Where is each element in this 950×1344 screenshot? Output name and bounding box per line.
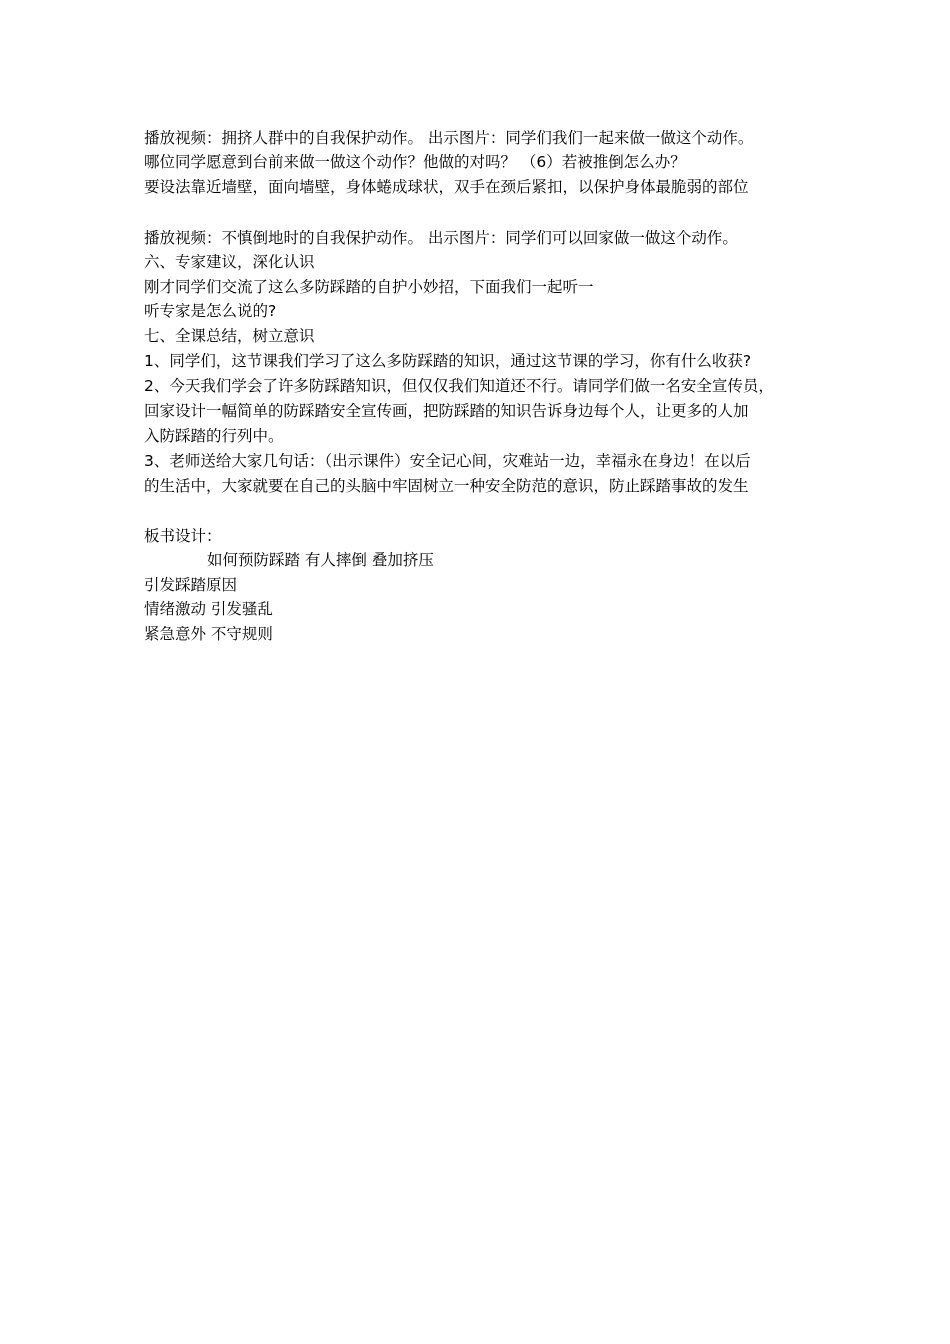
section-heading: 七、全课总结，树立意识 — [144, 327, 315, 345]
paragraph-line: 听专家是怎么说的? — [144, 302, 277, 320]
paragraph-line: 的生活中，大家就要在自己的头脑中牢固树立一种安全防范的意识，防止踩踏事故的发生 — [144, 477, 749, 495]
paragraph-line: 2、今天我们学会了许多防踩踏知识，但仅仅我们知道还不行。请同学们做一名安全宣传员， — [144, 377, 774, 395]
paragraph-line: 哪位同学愿意到台前来做一做这个动作？他做的对吗？ （6）若被推倒怎么办？ — [144, 153, 686, 171]
paragraph-line: 3、老师送给大家几句话：（出示课件）安全记心间，灾难站一边，幸福永在身边！在以后 — [144, 452, 751, 470]
paragraph-line: 1、同学们，这节课我们学习了这么多防踩踏的知识，通过这节课的学习，你有什么收获? — [144, 352, 752, 370]
paragraph-line: 播放视频：不慎倒地时的自我保护动作。 出示图片：同学们可以回家做一做这个动作。 — [144, 229, 738, 247]
board-design-heading: 板书设计： — [144, 527, 222, 545]
paragraph-line: 回家设计一幅简单的防踩踏安全宣传画，把防踩踏的知识告诉身边每个人，让更多的人加 — [144, 402, 749, 420]
paragraph-line: 入防踩踏的行列中。 — [144, 427, 284, 445]
paragraph-line: 要设法靠近墙壁，面向墙壁，身体蜷成球状，双手在颈后紧扣，以保护身体最脆弱的部位 — [144, 178, 749, 196]
board-design-line: 紧急意外 不守规则 — [144, 625, 273, 643]
board-design-line: 引发踩踏原因 — [144, 576, 238, 594]
board-design-line: 情绪激动 引发骚乱 — [144, 600, 273, 618]
paragraph-line: 刚才同学们交流了这么多防踩踏的自护小妙招，下面我们一起听一 — [144, 278, 594, 296]
section-heading: 六、专家建议，深化认识 — [144, 253, 315, 271]
board-design-title: 如何预防踩踏 有人摔倒 叠加挤压 — [207, 551, 434, 569]
paragraph-line: 播放视频：拥挤人群中的自我保护动作。 出示图片：同学们我们一起来做一做这个动作。 — [144, 129, 754, 147]
